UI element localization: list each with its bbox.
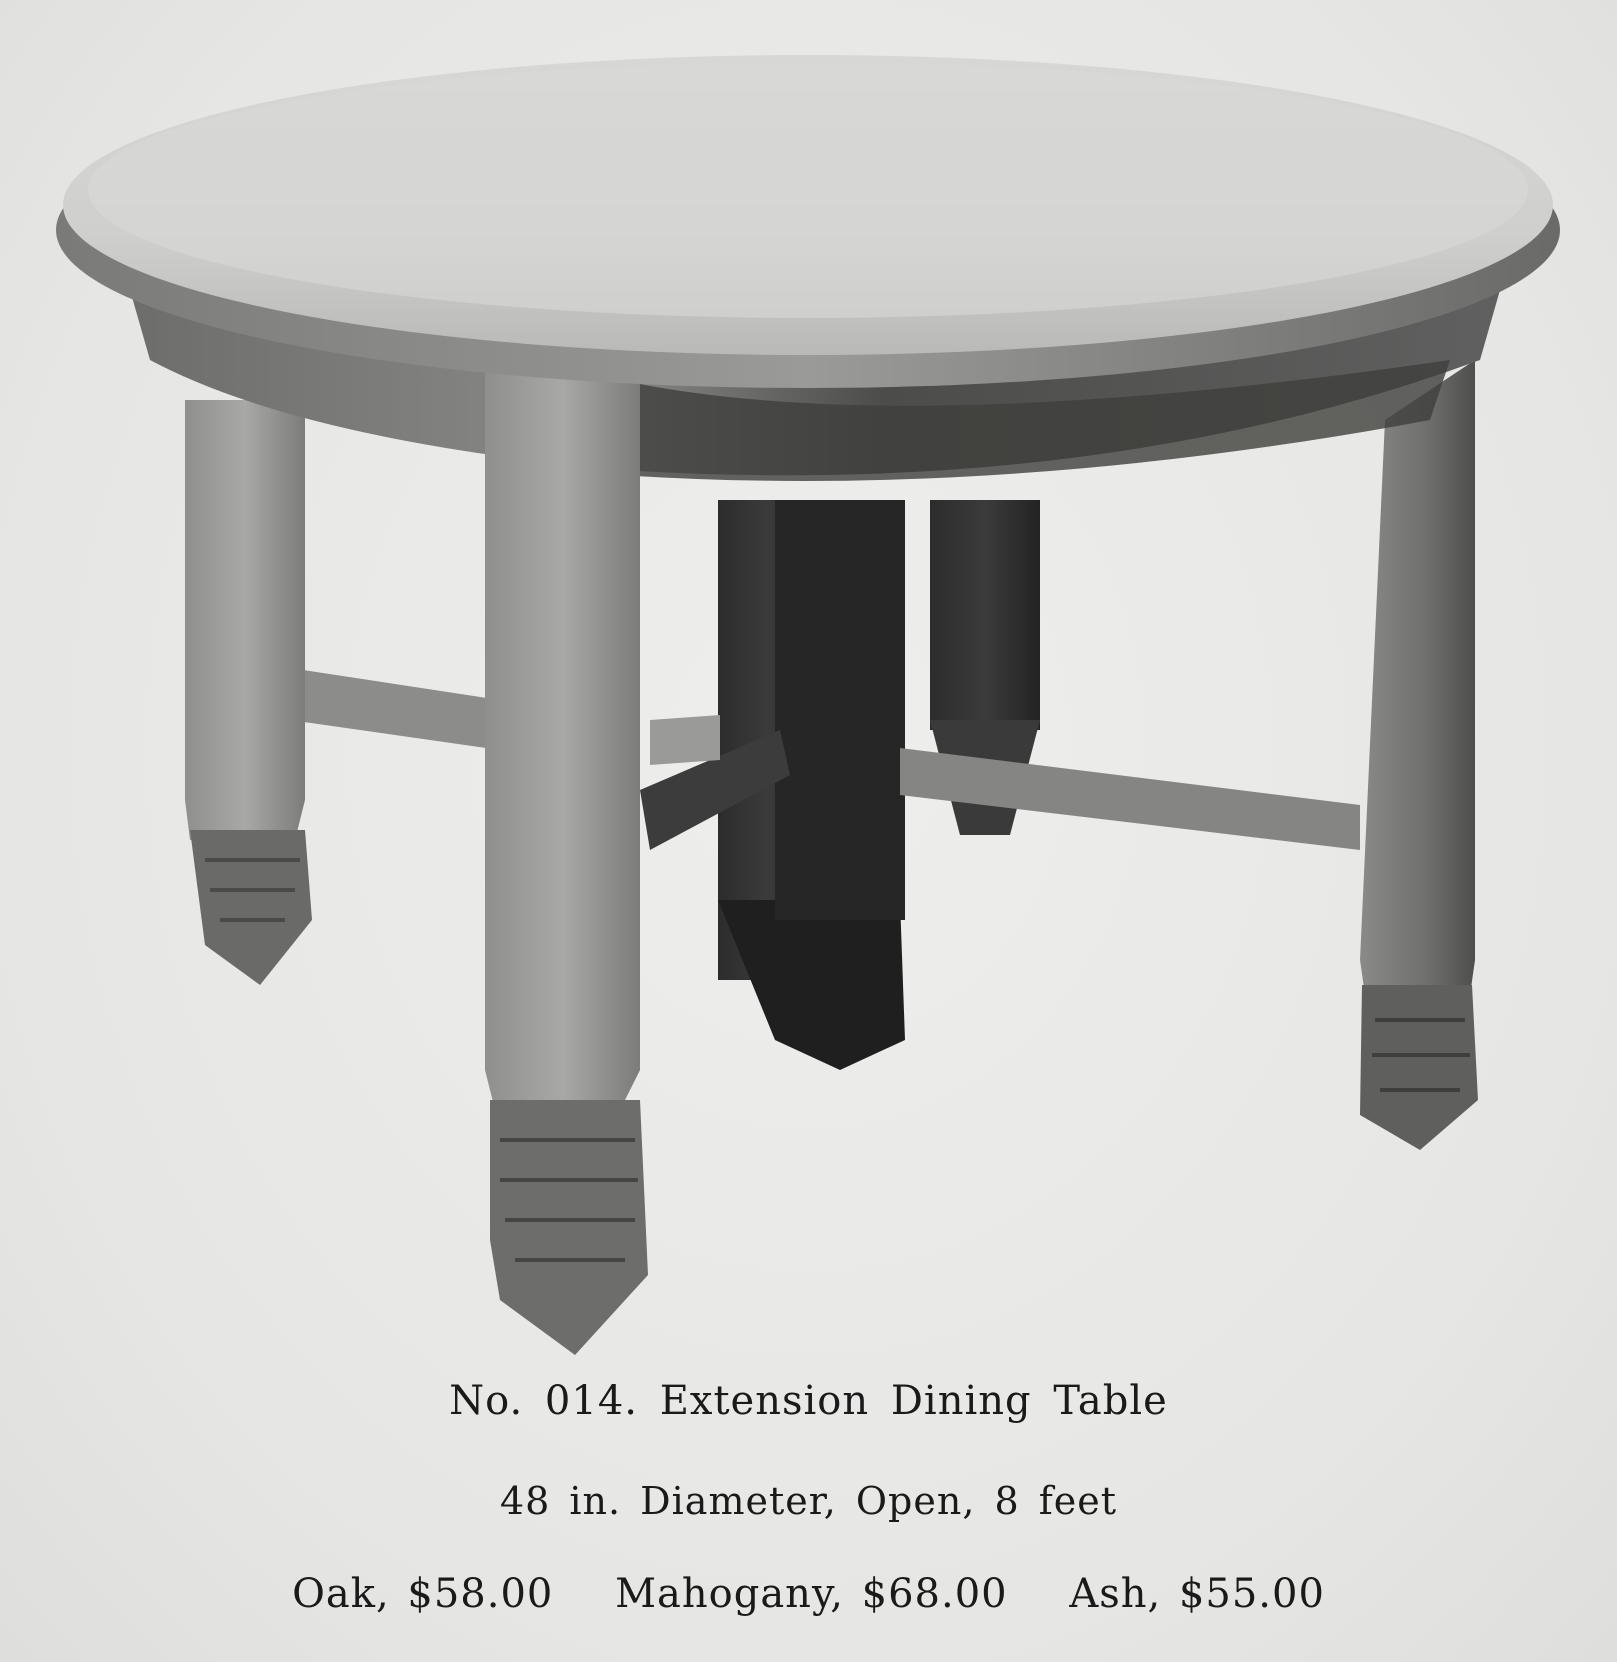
price-ash: Ash, $55.00 <box>1069 1571 1325 1617</box>
price-list <box>0 1571 1617 1617</box>
price-oak: Oak, $58.00 <box>292 1571 554 1617</box>
product-dimensions: 48 in. Diameter, Open, 8 feet <box>499 1479 1118 1523</box>
price-mahogany: Mahogany, $68.00 <box>615 1571 1008 1617</box>
product-title: No. 014. Extension Dining Table <box>449 1378 1168 1424</box>
